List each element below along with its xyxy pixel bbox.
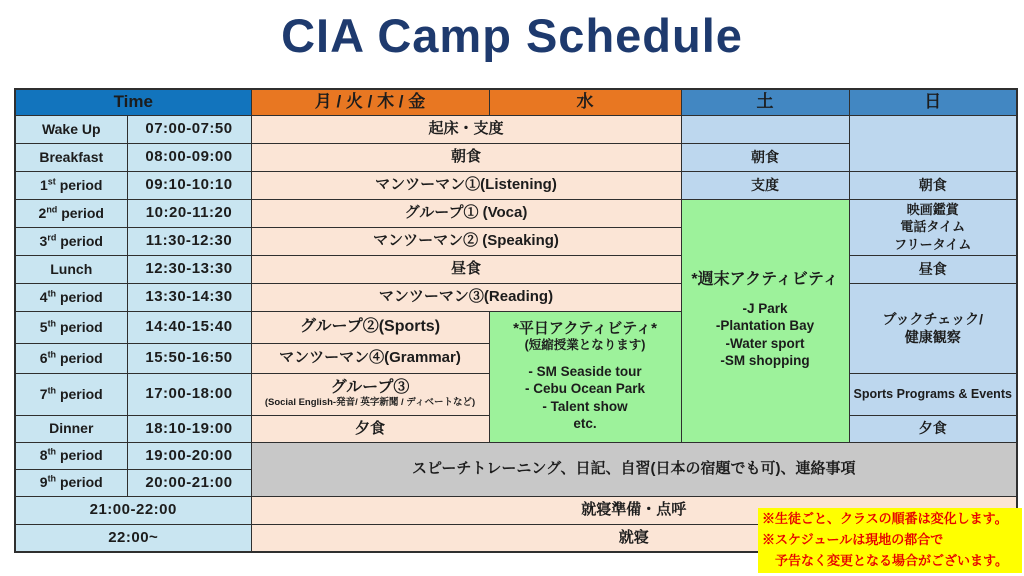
weekend-activity-title: *週末アクティビティ	[691, 270, 839, 288]
row-period1	[15, 171, 1017, 199]
cell-weekday-dinner: 夕食	[251, 415, 489, 442]
cell-weekday-wakeup: 起床・支度	[251, 115, 681, 143]
period-time: 17:00-18:00	[127, 373, 251, 415]
cell-sunday-morning-empty	[849, 115, 1017, 171]
period-time: 10:20-11:20	[127, 199, 251, 227]
period-time: 13:30-14:30	[127, 283, 251, 311]
cell-weekday-breakfast: 朝食	[251, 143, 681, 171]
period-label: 6th period	[15, 343, 127, 373]
period-label: 9th period	[15, 469, 127, 496]
cell-weekday-period6: マンツーマン④(Grammar)	[251, 343, 489, 373]
period-time: 07:00-07:50	[127, 115, 251, 143]
period-label: 3rd period	[15, 227, 127, 255]
row-lunch	[15, 255, 1017, 283]
cell-weekday-period1: マンツーマン①(Listening)	[251, 171, 681, 199]
period-time: 09:10-10:10	[127, 171, 251, 199]
cell-sleep-prep: 就寝準備・点呼	[251, 496, 1017, 524]
period-time: 21:00-22:00	[15, 496, 251, 524]
cell-weekday-period3: マンツーマン② (Speaking)	[251, 227, 681, 255]
period-label: Lunch	[15, 255, 127, 283]
weekday-activity-items: - SM Seaside tour - Cebu Ocean Park - Talent show etc.	[524, 363, 646, 432]
cell-weekday-period2: グループ① (Voca)	[251, 199, 681, 227]
weekend-activity-items: -J Park -Plantation Bay -Water sport -SM shopping	[715, 300, 815, 369]
cell-sleep: 就寝	[251, 524, 1017, 552]
header-sunday: 日	[849, 89, 1017, 115]
row-period8	[15, 442, 1017, 469]
period-time: 11:30-12:30	[127, 227, 251, 255]
cell-sunday-book-check: ブックチェック/ 健康観察	[849, 283, 1017, 373]
cell-weekday-period4: マンツーマン③(Reading)	[251, 283, 681, 311]
header-row	[15, 89, 1017, 115]
cell-evening-study: スピーチトレーニング、日記、自習(日本の宿題でも可)、連絡事項	[251, 442, 1017, 496]
cell-saturday-wakeup-empty	[681, 115, 849, 143]
cell-sunday-lunch: 昼食	[849, 255, 1017, 283]
row-wakeup	[15, 115, 1017, 143]
header-wednesday: 水	[489, 89, 681, 115]
period-label: Breakfast	[15, 143, 127, 171]
cell-sunday-free-time: 映画鑑賞 電話タイム フリータイム	[849, 199, 1017, 255]
header-weekdays: 月 / 火 / 木 / 金	[251, 89, 489, 115]
period-label: 4th period	[15, 283, 127, 311]
period-label: 5th period	[15, 311, 127, 343]
notice-line: 予告なく変更となる場合がございます。	[762, 552, 1008, 568]
notice-line: ※スケジュールは現地の都合で	[762, 531, 944, 547]
cell-sunday-breakfast: 朝食	[849, 171, 1017, 199]
cell-weekday-period5: グループ②(Sports)	[251, 311, 489, 343]
period-time: 22:00~	[15, 524, 251, 552]
weekday-activity-subtitle: (短縮授業となります)	[524, 337, 646, 352]
period-time: 19:00-20:00	[127, 442, 251, 469]
period-label: 1st period	[15, 171, 127, 199]
header-time: Time	[15, 89, 251, 115]
period-label: Wake Up	[15, 115, 127, 143]
period-time: 14:40-15:40	[127, 311, 251, 343]
cell-sunday-sports: Sports Programs & Events	[849, 373, 1017, 415]
cell-weekday-lunch: 昼食	[251, 255, 681, 283]
notice-line: ※生徒ごと、クラスの順番は変化します。	[762, 511, 1008, 526]
period-label: 8th period	[15, 442, 127, 469]
page-title: CIA Camp Schedule	[281, 9, 743, 62]
cell-saturday-prep: 支度	[681, 171, 849, 199]
period-time: 18:10-19:00	[127, 415, 251, 442]
cell-saturday-weekend-activity	[681, 199, 849, 442]
period-time: 20:00-21:00	[127, 469, 251, 496]
period-label: 2nd period	[15, 199, 127, 227]
cell-weekday-period7: グループ③ (Social English-発音/ 英字新聞 / ディベートなど)	[251, 373, 489, 415]
row-period2	[15, 199, 1017, 227]
cell-sunday-dinner: 夕食	[849, 415, 1017, 442]
header-saturday: 土	[681, 89, 849, 115]
cell-wednesday-activity	[489, 311, 681, 442]
period-time: 12:30-13:30	[127, 255, 251, 283]
period-label: 7th period	[15, 373, 127, 415]
period7-note: (Social English-発音/ 英字新聞 / ディベートなど)	[264, 397, 476, 409]
notice-box	[758, 508, 1022, 573]
weekday-activity-title: *平日アクティビティ*	[513, 320, 657, 338]
period-time: 08:00-09:00	[127, 143, 251, 171]
camp-schedule-table	[14, 88, 1018, 553]
cell-saturday-breakfast: 朝食	[681, 143, 849, 171]
period-time: 15:50-16:50	[127, 343, 251, 373]
period-label: Dinner	[15, 415, 127, 442]
row-period4	[15, 283, 1017, 311]
